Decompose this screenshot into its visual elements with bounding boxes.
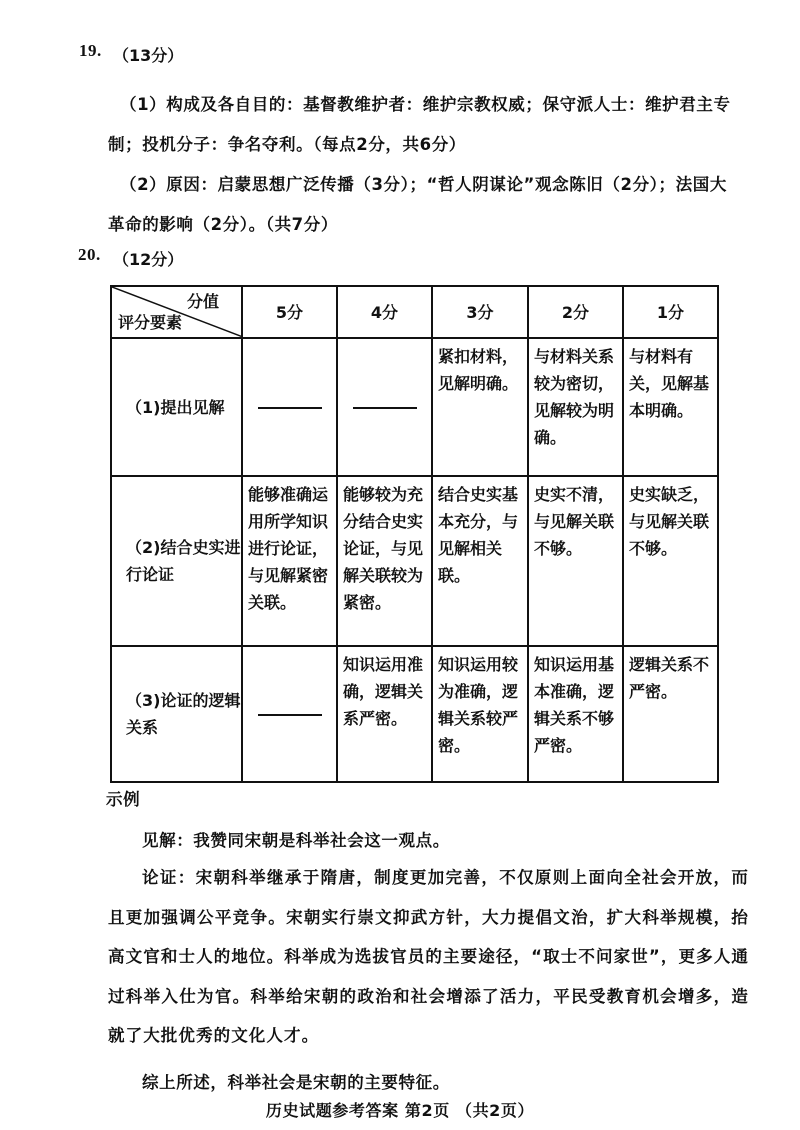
example-argument: 论证：宋朝科举继承于隋唐，制度更加完善，不仅原则上面向全社会开放，而且更加强调公平竞争。宋朝实行崇文抑武方针，大力提倡文治，扩大科举规模，抬高文官和士人的地位。科举成为选拔官员的主要途径，“取士不问家世”，更多人通过科举入仕为官。科举给宋朝的政治和社会增添了活力，平民受教育机会增多，造就了大批优秀的文化人才。 [108, 868, 749, 1045]
cell-viewpoint-4 [337, 338, 432, 476]
cell-viewpoint-5 [242, 338, 337, 476]
row-label-evidence: （2)结合史实进行论证 [111, 476, 242, 646]
corner-label-score-value: 分值 [186, 292, 219, 311]
row-label-logic: （3)论证的逻辑关系 [111, 646, 242, 782]
cell-viewpoint-2: 与材料关系较为密切，见解较为明确。 [528, 338, 623, 476]
q19-part2-line1: （2）原因：启蒙思想广泛传播（3分）；“哲人阴谋论”观念陈旧（2分）；法国大 [120, 175, 727, 194]
cell-evidence-5: 能够准确运用所学知识进行论证，与见解紧密关联。 [242, 476, 337, 646]
q19-part1-line1: （1）构成及各自目的：基督教维护者：维护宗教权威；保守派人士：维护君主专 [120, 95, 731, 114]
page-footer: 历史试题参考答案 第2页 （共2页） [265, 1101, 535, 1120]
cell-evidence-3: 结合史实基本充分，与见解相关联。 [432, 476, 528, 646]
cell-viewpoint-1: 与材料有关，见解基本明确。 [623, 338, 718, 476]
cell-evidence-2: 史实不清，与见解关联不够。 [528, 476, 623, 646]
scoring-rubric-table [110, 285, 719, 783]
corner-label-criteria: 评分要素 [118, 313, 183, 332]
q19-part2-line2: 革命的影响（2分）。（共7分） [108, 215, 338, 234]
rubric-header-row [111, 286, 718, 338]
cell-evidence-4: 能够较为充分结合史实论证，与见解关联较为紧密。 [337, 476, 432, 646]
rubric-row-evidence [111, 476, 718, 646]
cell-viewpoint-3: 紧扣材料，见解明确。 [432, 338, 528, 476]
cell-logic-5 [242, 646, 337, 782]
example-conclusion: 综上所述，科举社会是宋朝的主要特征。 [142, 1073, 450, 1092]
cell-logic-3: 知识运用较为准确，逻辑关系较严密。 [432, 646, 528, 782]
header-5-points: 5分 [242, 286, 337, 338]
empty-dash [258, 407, 322, 409]
question-20-number: 20. [78, 245, 101, 264]
q19-part1-line2: 制；投机分子：争名夺利。（每点2分，共6分） [108, 135, 466, 154]
empty-dash [258, 714, 322, 716]
header-1-point: 1分 [623, 286, 718, 338]
cell-evidence-1: 史实缺乏，与见解关联不够。 [623, 476, 718, 646]
rubric-corner-cell [111, 286, 242, 338]
example-label: 示例 [106, 790, 141, 809]
header-2-points: 2分 [528, 286, 623, 338]
cell-logic-1: 逻辑关系不严密。 [623, 646, 718, 782]
empty-dash [353, 407, 417, 409]
question-20-score: （12分） [113, 250, 184, 269]
cell-logic-2: 知识运用基本准确，逻辑关系不够严密。 [528, 646, 623, 782]
question-19-score: （13分） [113, 46, 184, 65]
cell-logic-4: 知识运用准确，逻辑关系严密。 [337, 646, 432, 782]
header-3-points: 3分 [432, 286, 528, 338]
example-viewpoint: 见解：我赞同宋朝是科举社会这一观点。 [142, 831, 450, 850]
rubric-row-logic [111, 646, 718, 782]
row-label-viewpoint: （1)提出见解 [111, 338, 242, 476]
question-19-number: 19. [79, 41, 102, 60]
header-4-points: 4分 [337, 286, 432, 338]
rubric-row-viewpoint [111, 338, 718, 476]
